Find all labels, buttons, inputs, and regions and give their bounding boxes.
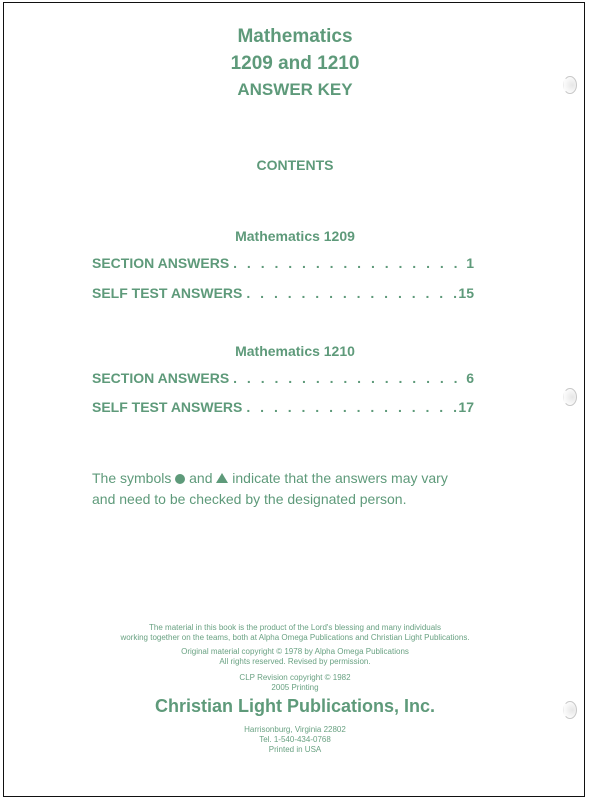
doc-title: Mathematics (237, 26, 353, 47)
toc-entry-label: SECTION ANSWERS (92, 370, 230, 386)
footer-copyright: Original material copyright © 1978 by Alpha Omega Publications (181, 647, 409, 656)
note-text: indicate that the answers may vary (232, 470, 448, 486)
toc-entry[interactable] (92, 255, 474, 271)
note-text: The symbols (92, 470, 172, 486)
circle-icon (175, 474, 185, 484)
toc-leader-dots (229, 370, 466, 386)
section-heading-1210: Mathematics 1210 (235, 343, 355, 359)
footer-rights: All rights reserved. Revised by permission. (219, 657, 371, 666)
footer-printing: 2005 Printing (271, 683, 319, 692)
note-text: and (189, 470, 213, 486)
toc-entry-page: 15 (458, 285, 474, 301)
toc-leader-dots (229, 255, 466, 271)
publisher-name: Christian Light Publications, Inc. (154, 696, 436, 716)
publisher-address: Harrisonburg, Virginia 22802 (244, 725, 346, 734)
punch-hole (563, 388, 577, 406)
section-heading-1209: Mathematics 1209 (235, 228, 355, 244)
toc-entry-label: SECTION ANSWERS (92, 255, 230, 271)
footer-credit-line: working together on the teams, both at Alpha Omega Publications and Christian Light Publications. (120, 633, 470, 642)
symbols-note (92, 468, 492, 510)
note-text: and need to be checked by the designated person. (92, 491, 407, 507)
toc-entry-page: 6 (466, 370, 474, 386)
publisher-phone: Tel. 1-540-434-0768 (259, 735, 331, 744)
triangle-icon (216, 473, 228, 483)
toc-entry[interactable] (92, 399, 474, 415)
toc-leader-dots (242, 399, 458, 415)
toc-entry-page: 1 (466, 255, 474, 271)
toc-entry-page: 17 (458, 399, 474, 415)
footer-revision: CLP Revision copyright © 1982 (239, 673, 351, 682)
toc-entry[interactable] (92, 285, 474, 301)
doc-subtitle: 1209 and 1210 (230, 53, 360, 74)
printed-in: Printed in USA (268, 745, 322, 754)
toc-entry-label: SELF TEST ANSWERS (92, 399, 243, 415)
toc-entry[interactable] (92, 370, 474, 386)
contents-heading: CONTENTS (256, 157, 334, 173)
toc-entry-label: SELF TEST ANSWERS (92, 285, 243, 301)
toc-leader-dots (242, 285, 458, 301)
answer-key-label: ANSWER KEY (237, 80, 353, 99)
footer-credit-line: The material in this book is the product of the Lord's blessing and many individuals (149, 623, 441, 632)
